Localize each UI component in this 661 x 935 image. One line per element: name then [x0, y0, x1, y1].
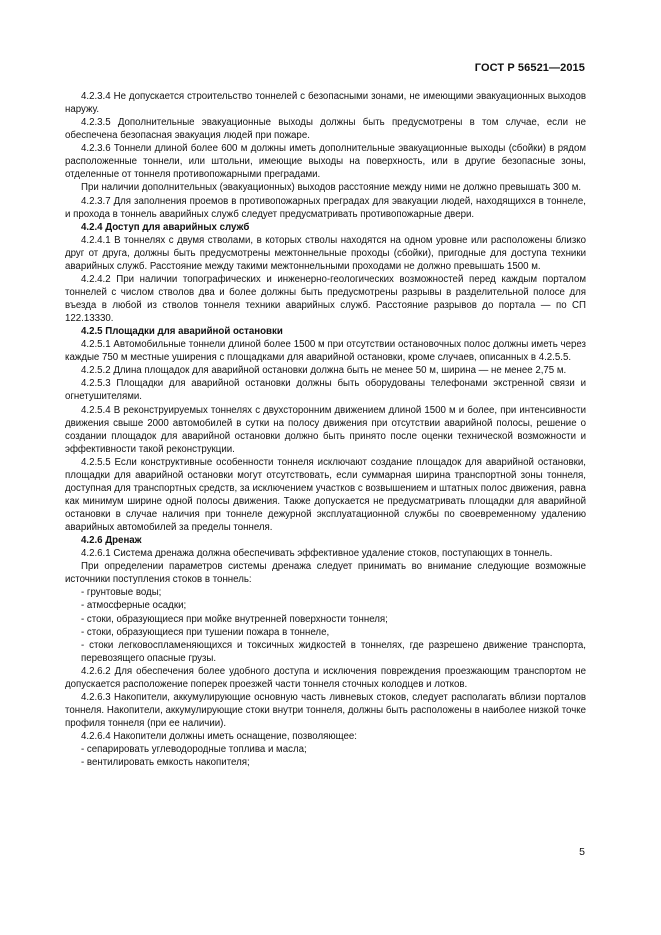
- paragraph: 4.2.5.3 Площадки для аварийной остановки должны быть оборудованы телефонами экстренной связи и огнетушителями.: [65, 378, 586, 403]
- paragraph: 4.2.5.2 Длина площадок для аварийной остановки должна быть не менее 50 м, ширина — не менее 2,75 м.: [81, 365, 567, 377]
- paragraph: 4.2.3.7 Для заполнения проемов в противопожарных преградах для эвакуации людей, находящихся в тоннеле, и прохода в тоннель аварийных служб следует предусматривать противопожарные двери.: [65, 195, 586, 220]
- paragraph: 4.2.3.6 Тоннели длиной более 600 м должны иметь дополнительные эвакуационные выходы (сбойки) в рядом расположенные тоннели, или штольни, имеющие выходы на поверхность, или в другие безопасные зоны, отделенные от тоннеля противопожарными преградами.: [65, 143, 586, 181]
- paragraph: При определении параметров системы дренажа следует принимать во внимание следующие возможные источники поступления стоков в тоннель:: [65, 561, 586, 586]
- paragraph: 4.2.4.1 В тоннелях с двумя стволами, в которых стволы находятся на одном уровне или расположены близко друг от друга, должны быть предусмотрены межтоннельные проходы (сбойки), пригодные для доступа техники аварийных служб. Расстояние между такими межтоннельными проходами не должно превышать 1500 м.: [65, 234, 586, 272]
- list-item: - атмосферные осадки;: [81, 600, 187, 612]
- list-item: - стоки легковоспламеняющихся и токсичных жидкостей в тоннелях, где разрешено движение транспорта, перевозящего опасные грузы.: [81, 639, 586, 664]
- list-item: - стоки, образующиеся при тушении пожара в тоннеле,: [81, 626, 330, 638]
- list-item: - сепарировать углеводородные топлива и масла;: [81, 744, 307, 756]
- section-heading: 4.2.4 Доступ для аварийных служб: [81, 221, 250, 233]
- paragraph: 4.2.4.2 При наличии топографических и инженерно-геологических возможностей перед каждым порталом тоннелей с числом стволов два и более должны быть предусмотрены разрывы в разделительной полосе для въезда в любой из стволов тоннеля техники аварийных служб. Расстояние разрывов до портала — по СП 122.13330.: [65, 273, 586, 325]
- paragraph: 4.2.5.5 Если конструктивные особенности тоннеля исключают создание площадок для аварийной остановки, площадки для аварийной остановки могут отсутствовать, если суммарная ширина транспортной зоны тоннеля, доступная для транспортных средств, за исключением участков с возвышением и штатных полос движения, равна как минимум ширине одной полосы движения. Также допускается не предусматривать площадки для аварийной остановки в случае наличия при тоннеле дежурной эксплуатационной службы по своевременному удалению аварийных автомобилей за пределы тоннеля.: [65, 456, 586, 534]
- section-heading: 4.2.6 Дренаж: [81, 535, 142, 547]
- list-item: - вентилировать емкость накопителя;: [81, 757, 250, 769]
- paragraph: 4.2.5.1 Автомобильные тоннели длиной более 1500 м при отсутствии остановочных полос должны иметь через каждые 750 м местные уширения с площадками для аварийной остановки, кроме случаев, описанных в 4.2.5.5.: [65, 339, 586, 364]
- standard-code: ГОСТ Р 56521—2015: [474, 62, 585, 74]
- paragraph: 4.2.6.3 Накопители, аккумулирующие основную часть ливневых стоков, следует располагать вблизи порталов тоннеля. Накопители, аккумулирующие стоки внутри тоннеля, должны быть расположены в наиболее низкой точке профиля тоннеля (при ее наличии).: [65, 691, 586, 729]
- section-heading: 4.2.5 Площадки для аварийной остановки: [81, 326, 283, 338]
- document-body: [65, 90, 586, 769]
- list-item: - грунтовые воды;: [81, 587, 162, 599]
- paragraph: При наличии дополнительных (эвакуационных) выходов расстояние между ними не должно превышать 300 м.: [81, 182, 582, 194]
- paragraph: 4.2.6.2 Для обеспечения более удобного доступа и исключения повреждения проезжающим транспортом не допускается расположение поперек проезжей части тоннеля сточных колодцев и лотков.: [65, 665, 586, 690]
- paragraph: 4.2.5.4 В реконструируемых тоннелях с двухсторонним движением длиной 1500 м и более, при интенсивности движения свыше 2000 автомобилей в сутки на полосу движения при отсутствии аварийной полосы, решение о создании площадок для аварийной остановки должно быть принято после оценки технической возможности и эффективности такой реконструкции.: [65, 404, 586, 455]
- list-item: - стоки, образующиеся при мойке внутренней поверхности тоннеля;: [81, 613, 388, 625]
- paragraph: 4.2.3.5 Дополнительные эвакуационные выходы должны быть предусмотрены в том случае, если не обеспечена безопасная эвакуация людей при пожаре.: [65, 117, 586, 142]
- paragraph: 4.2.6.4 Накопители должны иметь оснащение, позволяющее:: [81, 731, 357, 743]
- paragraph: 4.2.6.1 Система дренажа должна обеспечивать эффективное удаление стоков, поступающих в тоннель.: [81, 548, 553, 560]
- paragraph: 4.2.3.4 Не допускается строительство тоннелей с безопасными зонами, не имеющими эвакуационных выходов наружу.: [65, 91, 586, 116]
- page-number: 5: [579, 846, 585, 858]
